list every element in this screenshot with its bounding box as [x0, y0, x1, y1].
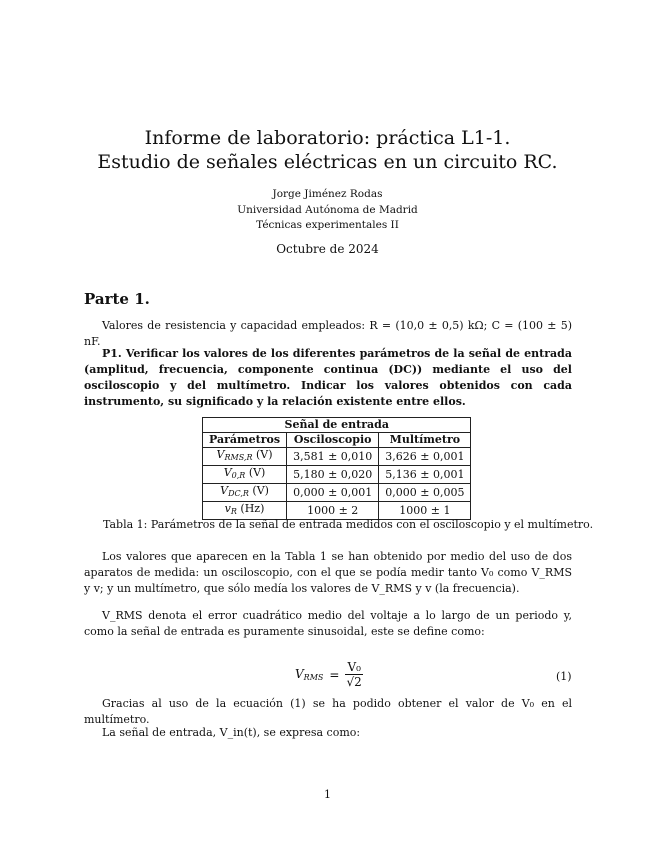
page-number: 1 — [324, 788, 331, 801]
table-caption: Tabla 1: Parámetros de la señal de entrada medidos con el osciloscopio y el multímetro. — [103, 518, 594, 531]
paragraph-rms: V_RMS denota el error cuadrático medio del voltaje a lo largo de un periodo y, como la señal de entrada es puramente sinusoidal, este se define como: — [84, 609, 572, 638]
paragraph-equation-use: Gracias al uso de la ecuación (1) se ha podido obtener el valor de V₀ en el multímetro. — [84, 697, 572, 726]
equation-fraction — [345, 660, 362, 689]
section-title: Parte 1. — [84, 290, 150, 308]
title-line-1: Informe de laboratorio: práctica L1-1. — [144, 127, 511, 149]
mult-cell: 1000 ± 1 — [379, 502, 471, 520]
table-header-mult: Multímetro — [379, 433, 471, 448]
equation-numerator: V₀ — [347, 660, 361, 674]
table-row — [203, 448, 471, 466]
table-row — [203, 484, 471, 502]
course: Técnicas experimentales II — [256, 219, 399, 231]
table-row — [203, 502, 471, 520]
osc-cell: 3,581 ± 0,010 — [287, 448, 379, 466]
mult-cell: 3,626 ± 0,001 — [379, 448, 471, 466]
table-header-params: Parámetros — [203, 433, 287, 448]
equation-number: (1) — [556, 670, 572, 683]
author: Jorge Jiménez Rodas — [272, 188, 383, 200]
equation-denominator: √2 — [346, 675, 362, 689]
equation-lhs: $V_{RMS}$ — [295, 667, 324, 682]
mult-cell: 0,000 ± 0,005 — [379, 484, 471, 502]
osc-cell: 0,000 ± 0,001 — [287, 484, 379, 502]
table-row — [203, 466, 471, 484]
param-cell: $V_{DC,R}$ (V) — [203, 484, 287, 502]
title-line-2: Estudio de señales eléctricas en un circuito RC. — [97, 151, 558, 173]
param-cell: $v_R$ (Hz) — [203, 502, 287, 520]
parameters-table — [202, 417, 471, 520]
equation-rms — [295, 660, 363, 689]
osc-cell: 1000 ± 2 — [287, 502, 379, 520]
question-p1: P1. Verificar los valores de los diferentes parámetros de la señal de entrada (amplitud, frecuencia, componente continua (DC)) mediante el uso del osciloscopio y del multímetro. Indicar los valores obtenidos con cada instrumento, su significado y la relación existente entre ellos. — [84, 347, 572, 408]
paragraph-input-signal: La señal de entrada, V_in(t), se expresa como: — [102, 726, 361, 739]
param-cell: $V_{RMS,R}$ (V) — [203, 448, 287, 466]
equation-equals: = — [329, 667, 340, 682]
paragraph-instruments: Los valores que aparecen en la Tabla 1 se han obtenido por medio del uso de dos aparatos de medida: un osciloscopio, con el que se podía medir tanto V₀ como V_RMS y v; y un multímetro, que sólo medía los valores de V_RMS y v (la frecuencia). — [84, 550, 572, 595]
table-title: Señal de entrada — [203, 418, 471, 433]
date: Octubre de 2024 — [276, 242, 379, 256]
table-header-osc: Osciloscopio — [287, 433, 379, 448]
institution: Universidad Autónoma de Madrid — [237, 204, 418, 216]
osc-cell: 5,180 ± 0,020 — [287, 466, 379, 484]
values-line: Valores de resistencia y capacidad empleados: R = (10,0 ± 0,5) kΩ; C = (100 ± 5) nF. — [84, 319, 572, 348]
param-cell: $V_{0,R}$ (V) — [203, 466, 287, 484]
mult-cell: 5,136 ± 0,001 — [379, 466, 471, 484]
